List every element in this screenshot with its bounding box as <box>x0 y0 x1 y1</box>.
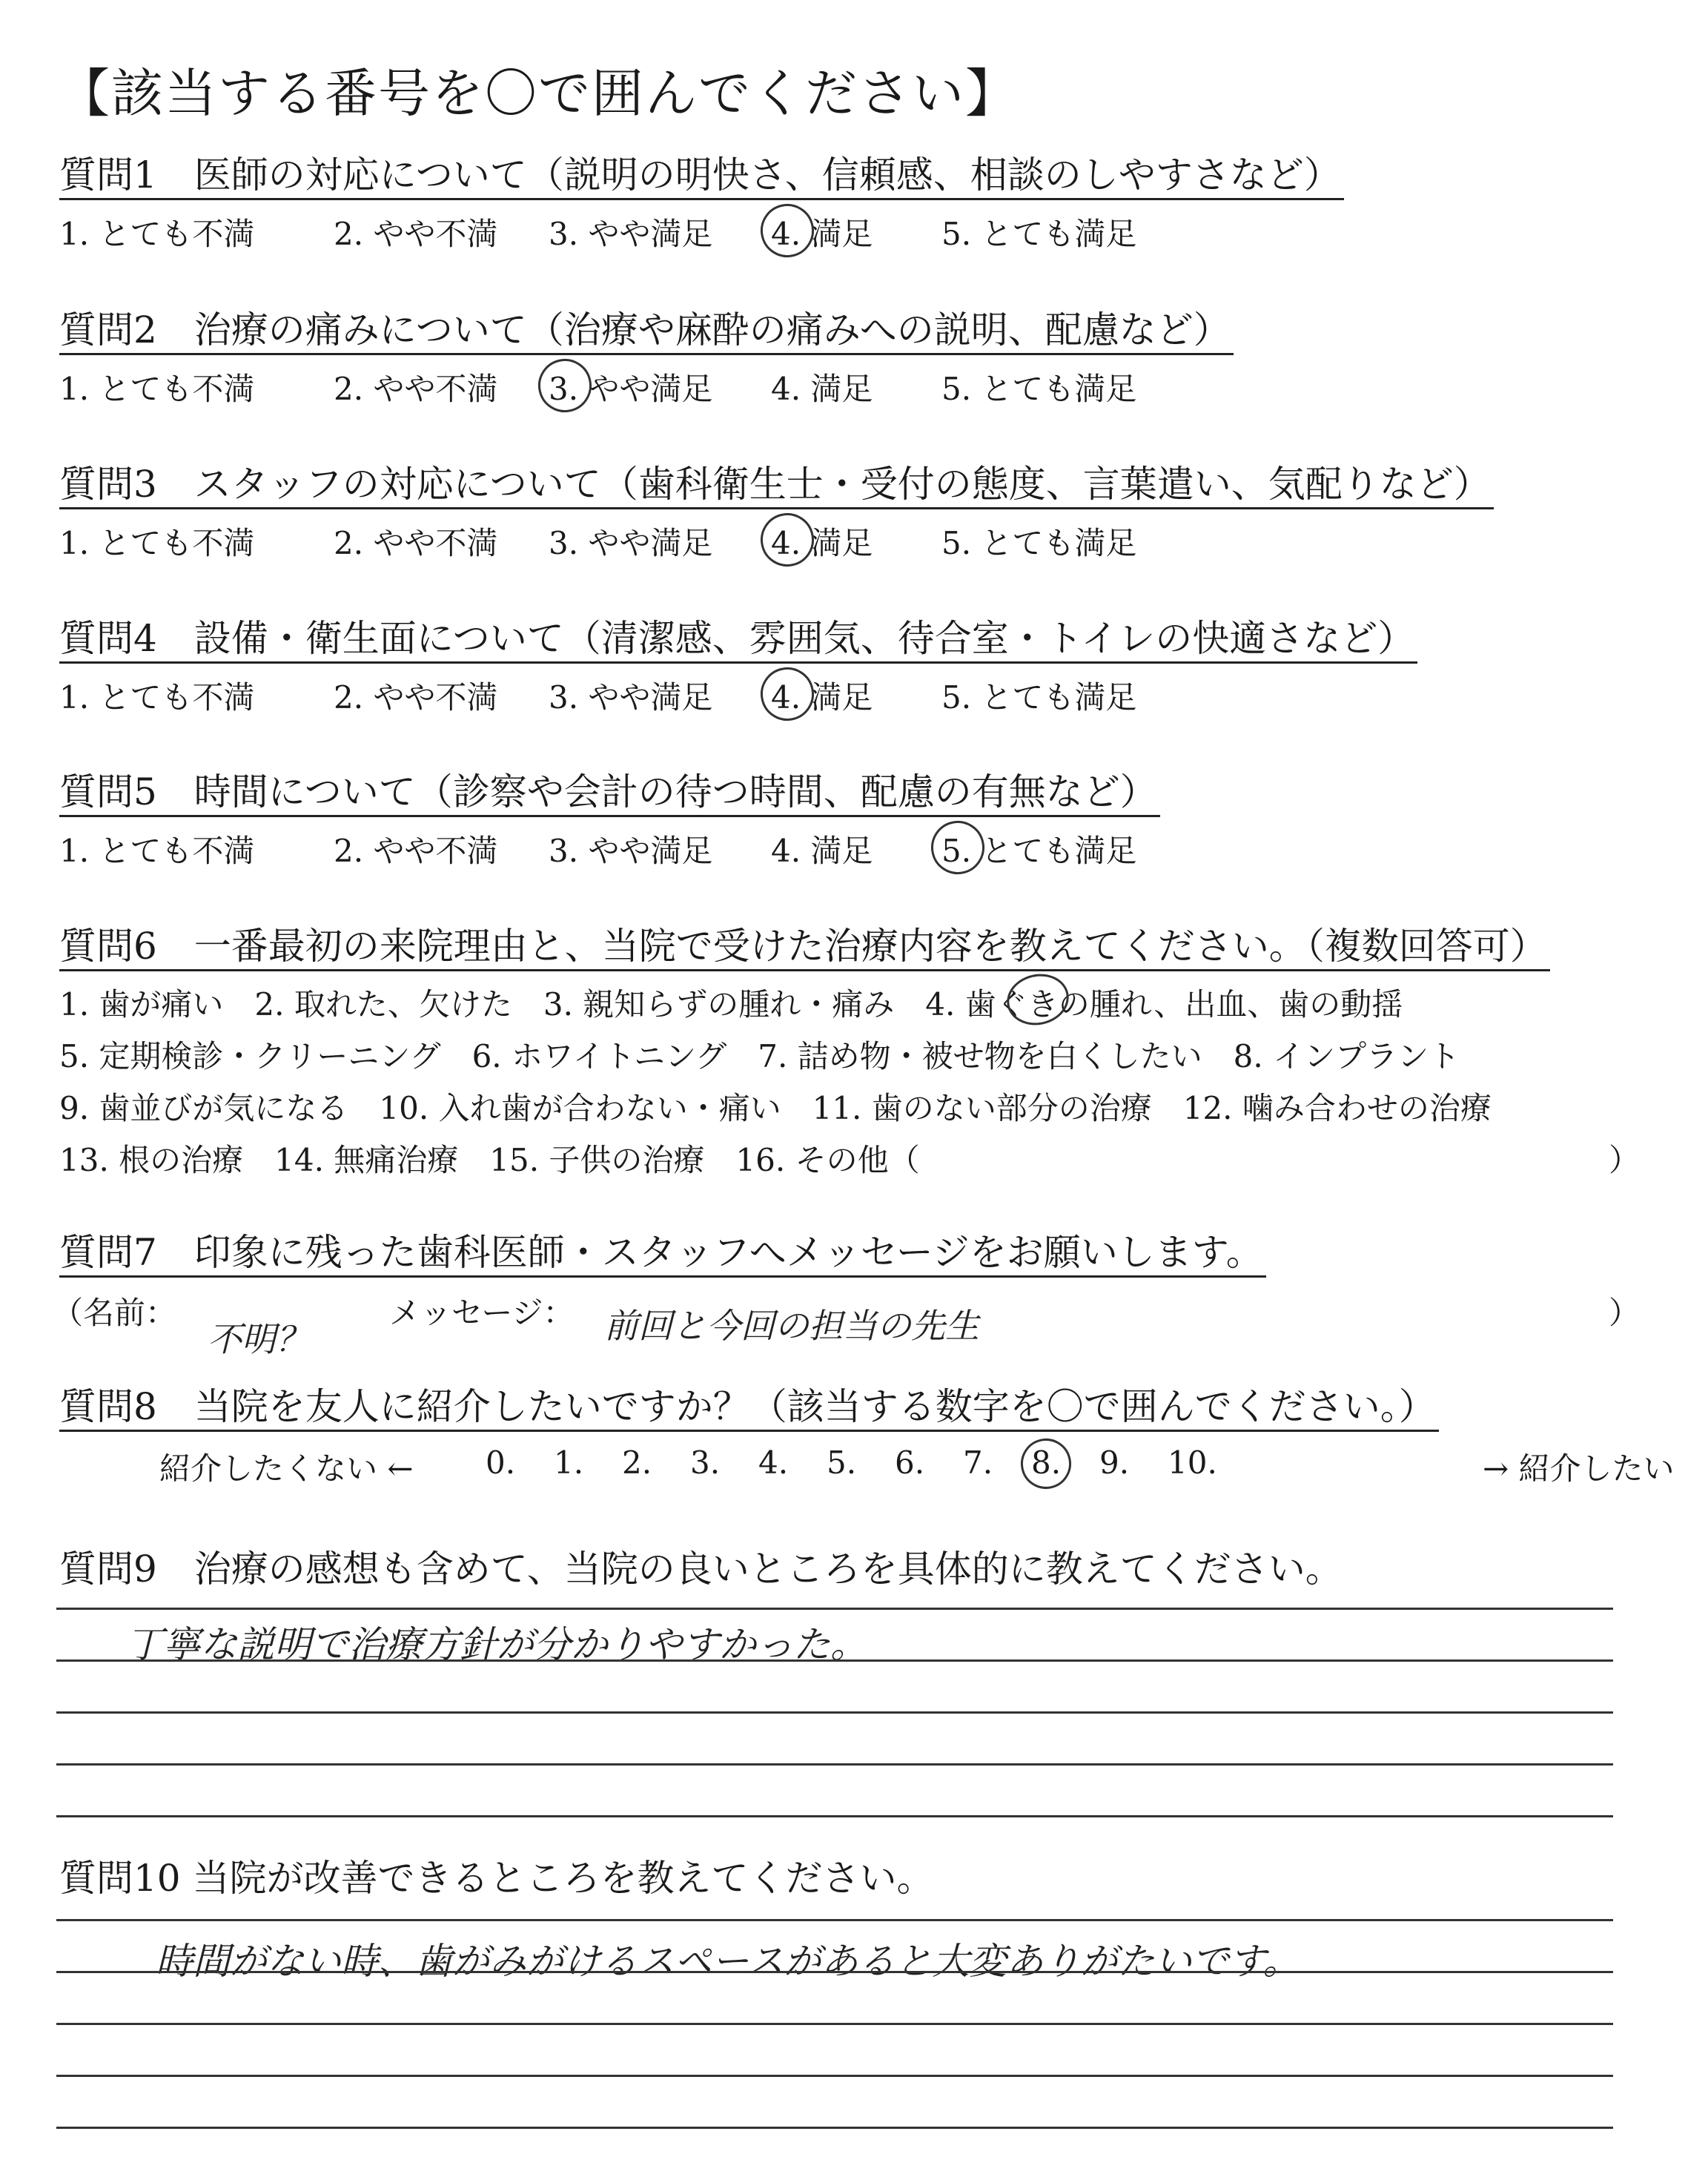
q9-writing-line <box>56 1815 1613 1817</box>
q3-title: 質問3 スタッフの対応について（歯科衛生士・受付の態度、言葉遣い、気配りなど） <box>59 461 1494 509</box>
q2-options <box>59 365 1245 409</box>
q3-option-1[interactable]: 1. とても不満 <box>59 525 255 561</box>
q9-writing-line <box>56 1608 1613 1610</box>
q3-options <box>59 519 1245 564</box>
q7-title: 質問7 印象に残った歯科医師・スタッフへメッセージをお願いします。 <box>59 1229 1266 1278</box>
q5-option-4[interactable]: 4. 満足 <box>771 833 873 869</box>
q3-option-5[interactable]: 5. とても満足 <box>941 525 1137 561</box>
q5-option-2[interactable]: 2. やや不満 <box>334 833 498 869</box>
q10-answer[interactable]: 時間がない時、歯がみがけるスペースがあると大変ありがたいです。 <box>156 1940 1300 1983</box>
q5-option-5[interactable]: 5. とても満足 <box>941 833 1137 869</box>
q1-options <box>59 210 1245 254</box>
page-header: 【該当する番号を〇で囲んでください】 <box>58 63 1019 124</box>
q2-option-3[interactable]: 3. やや満足 <box>549 371 713 407</box>
q1-option-4[interactable]: 4. 満足 <box>771 216 873 252</box>
q8-number-3[interactable]: 3. <box>690 1444 721 1481</box>
q9-writing-line <box>56 1659 1613 1662</box>
q10-writing-line <box>56 2075 1613 2077</box>
q1-option-5[interactable]: 5. とても満足 <box>941 216 1137 252</box>
q9-writing-line <box>56 1763 1613 1766</box>
q7-name-value[interactable]: 不明？ <box>208 1319 310 1359</box>
q8-title: 質問8 当院を友人に紹介したいですか？（該当する数字を〇で囲んでください。） <box>59 1384 1439 1432</box>
q10-writing-line <box>56 1919 1613 1921</box>
q9-answer[interactable]: 丁寧な説明で治療方針が分かりやすかった。 <box>126 1623 867 1666</box>
q10-title: 質問10 当院が改善できるところを教えてください。 <box>59 1857 934 1900</box>
q2-title: 質問2 治療の痛みについて（治療や麻酔の痛みへの説明、配慮など） <box>59 307 1234 355</box>
q1-option-3[interactable]: 3. やや満足 <box>549 216 713 252</box>
q4-option-3[interactable]: 3. やや満足 <box>549 679 713 716</box>
q6-row-2[interactable]: 5. 定期検診・クリーニング 6. ホワイトニング 7. 詰め物・被せ物を白くしたい 8. インプラント <box>59 1038 1460 1074</box>
q2-option-5[interactable]: 5. とても満足 <box>941 371 1137 407</box>
q5-title: 質問5 時間について（診察や会計の待つ時間、配慮の有無など） <box>59 769 1160 817</box>
q2-option-2[interactable]: 2. やや不満 <box>334 371 498 407</box>
q7-message-value[interactable]: 前回と今回の担当の先生 <box>604 1306 979 1346</box>
q2-option-1[interactable]: 1. とても不満 <box>59 371 255 407</box>
q4-options <box>59 673 1245 718</box>
q8-number-0[interactable]: 0. <box>486 1444 516 1481</box>
q8-number-2[interactable]: 2. <box>622 1444 652 1481</box>
q5-options <box>59 827 1245 871</box>
q3-option-4[interactable]: 4. 満足 <box>771 525 873 561</box>
q8-number-6[interactable]: 6. <box>895 1444 925 1481</box>
q6-title: 質問6 一番最初の来院理由と、当院で受けた治療内容を教えてください。（複数回答可） <box>59 923 1550 971</box>
q9-writing-line <box>56 1711 1613 1714</box>
q1-option-2[interactable]: 2. やや不満 <box>334 216 498 252</box>
q4-option-2[interactable]: 2. やや不満 <box>334 679 498 716</box>
q7-name-label: （名前： <box>52 1295 177 1331</box>
q4-option-1[interactable]: 1. とても不満 <box>59 679 255 716</box>
q1-title: 質問1 医師の対応について（説明の明快さ、信頼感、相談のしやすさなど） <box>59 152 1344 200</box>
q10-writing-line <box>56 2023 1613 2025</box>
q2-option-4[interactable]: 4. 満足 <box>771 371 873 407</box>
q7-close-paren: ） <box>1609 1295 1641 1331</box>
q8-right-label: → 紹介したい <box>1483 1450 1675 1487</box>
q6-row-4[interactable]: 13. 根の治療 14. 無痛治療 15. 子供の治療 16. その他（ <box>59 1142 920 1178</box>
q6-close-paren: ） <box>1609 1142 1641 1178</box>
q3-option-3[interactable]: 3. やや満足 <box>549 525 713 561</box>
q1-option-1[interactable]: 1. とても不満 <box>59 216 255 252</box>
q8-number-10[interactable]: 10. <box>1168 1444 1217 1481</box>
q4-option-5[interactable]: 5. とても満足 <box>941 679 1137 716</box>
q8-scale <box>0 1444 1708 1489</box>
q3-option-2[interactable]: 2. やや不満 <box>334 525 498 561</box>
q6-row-3[interactable]: 9. 歯並びが気になる 10. 入れ歯が合わない・痛い 11. 歯のない部分の治療 12. 噛み合わせの治療 <box>59 1090 1492 1126</box>
q6-row-1[interactable]: 1. 歯が痛い 2. 取れた、欠けた 3. 親知らずの腫れ・痛み 4. 歯ぐきの腫れ、出血、歯の動揺 <box>59 986 1403 1023</box>
q8-number-5[interactable]: 5. <box>827 1444 857 1481</box>
q8-number-8[interactable]: 8. <box>1031 1444 1062 1481</box>
q5-option-1[interactable]: 1. とても不満 <box>59 833 255 869</box>
q7-message-label: メッセージ： <box>389 1295 575 1331</box>
q10-writing-line <box>56 1971 1613 1973</box>
q4-title: 質問4 設備・衛生面について（清潔感、雰囲気、待合室・トイレの快適さなど） <box>59 615 1417 664</box>
q4-option-4[interactable]: 4. 満足 <box>771 679 873 716</box>
q8-number-1[interactable]: 1. <box>554 1444 584 1481</box>
q8-number-7[interactable]: 7. <box>963 1444 993 1481</box>
q9-title: 質問9 治療の感想も含めて、当院の良いところを具体的に教えてください。 <box>59 1548 1343 1591</box>
q8-number-9[interactable]: 9. <box>1099 1444 1130 1481</box>
q8-number-4[interactable]: 4. <box>758 1444 789 1481</box>
q8-left-label: 紹介したくない ← <box>159 1450 414 1487</box>
q5-option-3[interactable]: 3. やや満足 <box>549 833 713 869</box>
q10-writing-line <box>56 2127 1613 2129</box>
